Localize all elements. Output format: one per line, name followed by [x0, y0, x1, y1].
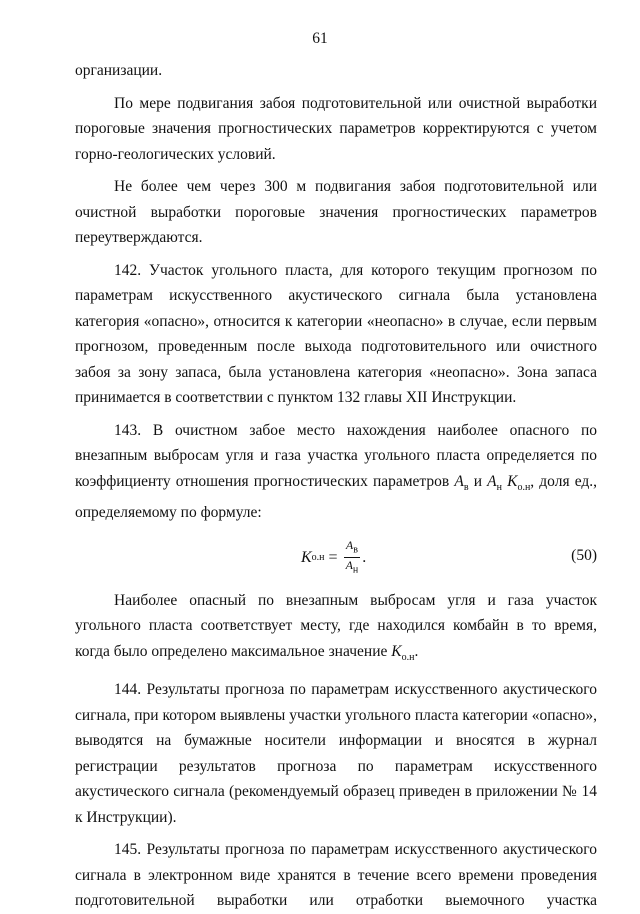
page-number: 61	[312, 30, 328, 47]
paragraph-143-text: 143. В очистном забое место нахождения наиболее опасного по внезапным выбросам угля и газа участка угольного пласта определяется по коэффициенту отношения прогностических параметров	[75, 421, 597, 490]
numerator-symbol: А	[345, 537, 354, 552]
denominator-subscript: н	[352, 564, 359, 576]
subscript-on: о.н	[517, 481, 531, 493]
paragraph-text: Наиболее опасный по внезапным выбросам угля и газа участок угольного пласта соответствует месту, где находился комбайн в то время, когда было определено максимальное значение	[75, 591, 597, 660]
symbol-k: K	[391, 642, 402, 660]
paragraph-143-text-end: , доля ед., определяемому по формуле:	[75, 472, 598, 522]
symbol-k: K	[507, 472, 518, 490]
subscript-on: о.н	[401, 651, 415, 663]
symbol-a: А	[454, 472, 464, 490]
end-punct: .	[414, 642, 419, 660]
formula-50	[301, 538, 366, 578]
paragraph-most-dangerous-zone	[75, 588, 597, 671]
paragraph-142: 142. Участок угольного пласта, для которого текущим прогнозом по параметрам искусственного акустического сигнала была установлена категория «опасно», относится к категории «неопасно» в случае, если первым прогнозом, проведенным после выхода подготовительного или очистного забоя за зону запаса, была установлена категория «неопасно». Зона запаса принимается в соответствии с пунктом 132 главы XII Инструкции.	[75, 261, 597, 406]
formula-end-punct: .	[362, 548, 367, 566]
document-body	[75, 58, 597, 914]
formula-lhs-symbol: K	[301, 548, 312, 566]
symbol-a: А	[487, 472, 497, 490]
subscript-n: н	[496, 481, 502, 493]
paragraph-threshold-reapproval: Не более чем через 300 м подвигания забоя подготовительной или очистной выработки пороговые значения прогностических параметров переутверждаются.	[75, 178, 597, 246]
paragraph-145: 145. Результаты прогноза по параметрам искусственного акустического сигнала в электронном виде хранятся в течение всего времени проведения подготовительной выработки или отработки выемочного участка	[75, 841, 597, 910]
denominator-symbol: А	[345, 557, 353, 572]
conjunction-text: и	[468, 472, 488, 490]
paragraph-144: 144. Результаты прогноза по параметрам искусственного акустического сигнала, при котором выявлены участки угольного пласта категории «опасно», выводятся на бумажные носители информации и вносятся в журнал регистрации результатов прогноза по параметрам искусственного акустического сигнала (рекомендуемый образец приведен в приложении № 14 к Инструкции).	[75, 681, 597, 826]
paragraph-continuation: организации.	[75, 62, 163, 79]
paragraph-threshold-correction: По мере подвигания забоя подготовительной или очистной выработки пороговые значения прогностических параметров корректируются с учетом горно-геологических условий.	[75, 94, 597, 163]
formula-lhs-subscript: о.н	[311, 551, 325, 563]
equals-sign: =	[324, 548, 342, 566]
subscript-v: в	[463, 481, 469, 493]
fraction-denominator	[344, 558, 361, 577]
fraction-numerator	[344, 538, 360, 558]
formula-fraction	[344, 538, 361, 578]
formula-block	[75, 532, 597, 578]
equation-number: (50)	[571, 546, 597, 564]
numerator-subscript: в	[353, 543, 358, 555]
paragraph-143	[75, 418, 597, 526]
